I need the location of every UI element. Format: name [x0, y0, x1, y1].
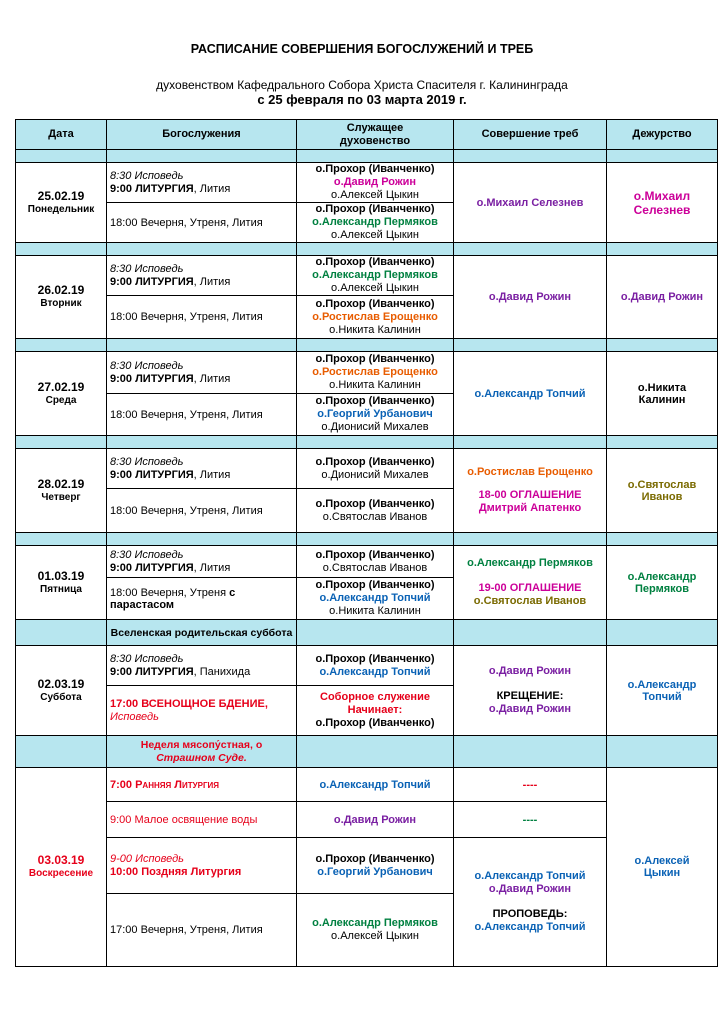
liturgy-extra: , Лития — [193, 182, 231, 195]
evening-service — [107, 686, 297, 736]
liturgy-time: 9:00 ЛИТУРГИЯ — [110, 561, 194, 574]
clergy-name: о.Давид Рожин — [333, 176, 417, 188]
clergy-name: о.Александр Пермяков — [312, 917, 438, 929]
catechesis-time: 19-00 ОГЛАШЕНИЕ — [478, 582, 582, 594]
evening-text: 18:00 Вечерня, Утреня, Лития — [110, 408, 263, 421]
duty-name: о.Михаил Селезнев — [633, 188, 691, 217]
treby-cell — [454, 352, 607, 436]
clergy-name: о.Прохор (Иванченко) — [315, 395, 435, 407]
early-clergy: о.Александр Топчий — [297, 768, 454, 802]
clergy-name: о.Прохор (Иванченко) — [315, 353, 435, 365]
separator-row — [16, 436, 718, 449]
duty-name: о.Давид Рожин — [620, 291, 704, 303]
confession-time: 8:30 Исповедь — [110, 169, 184, 182]
liturgy-time: 9:00 ЛИТУРГИЯ — [110, 372, 194, 385]
clergy-name: о.Александр Топчий — [319, 592, 431, 604]
table-row — [16, 646, 718, 686]
treby-name: Дмитрий Апатенко — [478, 502, 582, 514]
treby-cell — [454, 449, 607, 533]
duty-cell — [607, 352, 718, 436]
confession-time: 9-00 Исповедь — [110, 852, 184, 865]
duty-name: о.Никита Калинин — [637, 381, 687, 406]
date: 01.03.19 — [37, 568, 85, 583]
table-row — [16, 352, 718, 394]
duty-cell — [607, 163, 718, 243]
clergy-name: о.Прохор (Иванченко) — [315, 852, 435, 865]
clergy-name: о.Алексей Цыкин — [331, 229, 419, 241]
evening-clergy — [297, 578, 454, 620]
evening-text: 18:00 Вечерня, Утреня, Лития — [110, 216, 263, 229]
date: 26.02.19 — [37, 283, 85, 297]
morning-clergy — [297, 646, 454, 686]
clergy-name: о.Прохор (Иванченко) — [315, 717, 435, 729]
evening-text: 18:00 Вечерня, Утреня, Лития — [110, 311, 263, 323]
feast-label: Вселенская родительская суббота — [107, 620, 297, 646]
table-row — [16, 449, 718, 489]
clergy-note: Соборное служение — [320, 691, 430, 703]
treby-cell: ---- — [454, 802, 607, 838]
morning-service — [107, 646, 297, 686]
morning-service — [107, 449, 297, 489]
sermon-label: ПРОПОВЕДЬ: — [492, 908, 568, 920]
treby-cell — [454, 546, 607, 620]
date-cell — [16, 546, 107, 620]
vigil-text: 17:00 ВСЕНОЩНОЕ БДЕНИЕ, — [110, 697, 268, 710]
clergy-name: о.Дионисий Михалев — [321, 421, 429, 433]
document-title: РАСПИСАНИЕ СОВЕРШЕНИЯ БОГОСЛУЖЕНИЙ И ТРЕБ — [190, 42, 534, 56]
treby-cell: ---- — [454, 768, 607, 802]
weekday: Понедельник — [27, 203, 95, 215]
evening-extra: Исповедь — [110, 710, 159, 723]
weekday: Вторник — [40, 298, 82, 309]
evening-clergy — [297, 686, 454, 736]
header-date: Дата — [16, 120, 107, 150]
date: 28.02.19 — [37, 476, 85, 491]
baptism-label: КРЕЩЕНИЕ: — [496, 690, 564, 702]
treby-name: о.Давид Рожин — [488, 703, 572, 715]
clergy-name: о.Прохор (Иванченко) — [315, 579, 435, 591]
late-liturgy — [107, 838, 297, 894]
liturgy-time: 9:00 ЛИТУРГИЯ — [110, 468, 194, 481]
weekday: Среда — [45, 394, 77, 406]
clergy-name: о.Святослав Иванов — [322, 510, 428, 523]
clergy-name: о.Прохор (Иванченко) — [315, 163, 435, 175]
morning-clergy — [297, 163, 454, 203]
clergy-name: о.Никита Калинин — [329, 605, 421, 617]
date: 03.03.19 — [37, 853, 85, 867]
liturgy-time: 10:00 Поздняя Литургия — [110, 865, 242, 878]
clergy-name: о.Прохор (Иванченко) — [315, 497, 435, 510]
treby-cell — [454, 838, 607, 967]
header-clergy: Служащее духовенство — [297, 120, 454, 150]
evening-service — [107, 394, 297, 436]
clergy-name: о.Никита Калинин — [329, 379, 421, 391]
treby-name: о.Александр Топчий — [474, 921, 586, 933]
feast-label: Неделя мясопу́стная, о Страшном Суде. — [107, 736, 297, 768]
morning-clergy — [297, 256, 454, 296]
clergy-name: о.Ростислав Ерощенко — [312, 366, 438, 378]
liturgy-time: 9:00 ЛИТУРГИЯ — [110, 275, 194, 288]
treby-name: о.Давид Рожин — [488, 291, 572, 303]
liturgy-time: 9:00 ЛИТУРГИЯ — [110, 182, 194, 195]
weekday: Суббота — [40, 691, 82, 703]
clergy-name: о.Алексей Цыкин — [331, 189, 419, 201]
clergy-name: о.Прохор (Иванченко) — [315, 256, 435, 268]
treby-name: о.Александр Пермяков — [467, 557, 593, 569]
document-period: с 25 февраля по 03 марта 2019 г. — [257, 92, 467, 107]
clergy-name: о.Александр Топчий — [319, 665, 431, 678]
header-services: Богослужения — [107, 120, 297, 150]
water-blessing: 9:00 Малое освящение воды — [107, 802, 297, 838]
weekday: Пятница — [40, 583, 82, 595]
evening-text: 18:00 Вечерня, Утреня, Лития — [110, 504, 263, 517]
table-header-row — [16, 120, 718, 150]
table-row — [16, 256, 718, 296]
document-subtitle: духовенством Кафедрального Собора Христа Спасителя г. Калининграда — [156, 78, 568, 92]
evening-clergy — [297, 489, 454, 533]
liturgy-time: 9:00 ЛИТУРГИЯ — [110, 665, 194, 678]
morning-clergy — [297, 546, 454, 578]
duty-cell — [607, 768, 718, 967]
treby-name: о.Давид Рожин — [488, 665, 572, 677]
duty-name: о.Александр Пермяков — [627, 570, 697, 595]
clergy-name: о.Георгий Урбанович — [317, 408, 433, 420]
separator-row — [16, 150, 718, 163]
evening-clergy — [297, 203, 454, 243]
clergy-name: о.Прохор (Иванченко) — [315, 455, 435, 468]
table-row — [16, 546, 718, 578]
duty-name: о.Святослав Иванов — [627, 478, 697, 503]
date-cell — [16, 352, 107, 436]
morning-service — [107, 256, 297, 296]
date: 02.03.19 — [37, 676, 85, 691]
duty-cell — [607, 646, 718, 736]
clergy-name: о.Прохор (Иванченко) — [315, 297, 435, 310]
water-clergy: о.Давид Рожин — [297, 802, 454, 838]
morning-service — [107, 163, 297, 203]
evening-service: 17:00 Вечерня, Утреня, Лития — [107, 894, 297, 967]
clergy-note: Начинает: — [347, 704, 403, 716]
evening-text: 18:00 Вечерня, Утреня — [110, 586, 230, 599]
date-cell — [16, 449, 107, 533]
clergy-name: о.Прохор (Иванченко) — [315, 203, 435, 215]
evening-clergy — [297, 394, 454, 436]
liturgy-extra: , Панихида — [193, 665, 251, 678]
table-row — [16, 768, 718, 802]
evening-service — [107, 578, 297, 620]
late-clergy — [297, 838, 454, 894]
morning-service — [107, 352, 297, 394]
separator-row — [16, 533, 718, 546]
evening-clergy — [297, 894, 454, 967]
separator-row — [16, 736, 718, 768]
catechesis-time: 18-00 ОГЛАШЕНИЕ — [478, 489, 582, 501]
header-duty: Дежурство — [607, 120, 718, 150]
clergy-name: о.Никита Калинин — [329, 323, 421, 336]
evening-service — [107, 296, 297, 339]
clergy-name: о.Прохор (Иванченко) — [315, 548, 435, 561]
duty-cell — [607, 449, 718, 533]
date-cell — [16, 256, 107, 339]
treby-name: о.Святослав Иванов — [473, 595, 587, 607]
schedule-table — [15, 119, 718, 967]
clergy-name: о.Александр Пермяков — [312, 216, 438, 228]
confession-time: 8:30 Исповедь — [110, 652, 184, 665]
duty-name: о.Алексей Цыкин — [634, 855, 690, 879]
treby-name: о.Давид Рожин — [488, 883, 572, 895]
header-treby: Совершение треб — [454, 120, 607, 150]
treby-cell — [454, 256, 607, 339]
date: 25.02.19 — [37, 188, 85, 203]
separator-row — [16, 243, 718, 256]
weekday: Воскресение — [28, 868, 94, 879]
weekday: Четверг — [41, 491, 81, 503]
treby-name: о.Александр Топчий — [474, 870, 586, 882]
treby-name: о.Михаил Селезнев — [476, 196, 584, 209]
date-cell — [16, 768, 107, 967]
evening-extra: с парастасом — [110, 586, 236, 611]
separator-row — [16, 620, 718, 646]
date-cell — [16, 646, 107, 736]
confession-time: 8:30 Исповедь — [110, 455, 184, 468]
morning-clergy — [297, 352, 454, 394]
treby-name: о.Александр Топчий — [474, 387, 586, 400]
early-liturgy: 7:00 Ранняя Литургия — [107, 768, 297, 802]
clergy-name: о.Святослав Иванов — [322, 561, 428, 574]
duty-name: о.Александр Топчий — [627, 678, 697, 703]
date: 27.02.19 — [37, 379, 85, 394]
confession-time: 8:30 Исповедь — [110, 359, 184, 372]
liturgy-extra: , Лития — [193, 372, 231, 385]
confession-time: 8:30 Исповедь — [110, 548, 184, 561]
clergy-name: о.Георгий Урбанович — [317, 865, 433, 878]
treby-cell — [454, 646, 607, 736]
evening-service — [107, 203, 297, 243]
treby-name: о.Ростислав Ерощенко — [467, 466, 593, 478]
clergy-name: о.Алексей Цыкин — [331, 282, 419, 294]
clergy-name: о.Алексей Цыкин — [331, 930, 419, 942]
clergy-name: о.Дионисий Михалев — [321, 468, 429, 481]
morning-service — [107, 546, 297, 578]
confession-time: 8:30 Исповедь — [110, 262, 184, 275]
duty-cell — [607, 256, 718, 339]
liturgy-extra: , Лития — [193, 468, 231, 481]
date-cell — [16, 163, 107, 243]
duty-cell — [607, 546, 718, 620]
liturgy-extra: , Лития — [193, 561, 231, 574]
clergy-name: о.Ростислав Ерощенко — [312, 310, 438, 323]
separator-row — [16, 339, 718, 352]
table-row — [16, 163, 718, 203]
treby-cell — [454, 163, 607, 243]
clergy-name: о.Прохор (Иванченко) — [315, 652, 435, 665]
clergy-name: о.Александр Пермяков — [312, 269, 438, 281]
evening-clergy — [297, 296, 454, 339]
evening-service — [107, 489, 297, 533]
liturgy-extra: , Лития — [193, 275, 231, 288]
morning-clergy — [297, 449, 454, 489]
